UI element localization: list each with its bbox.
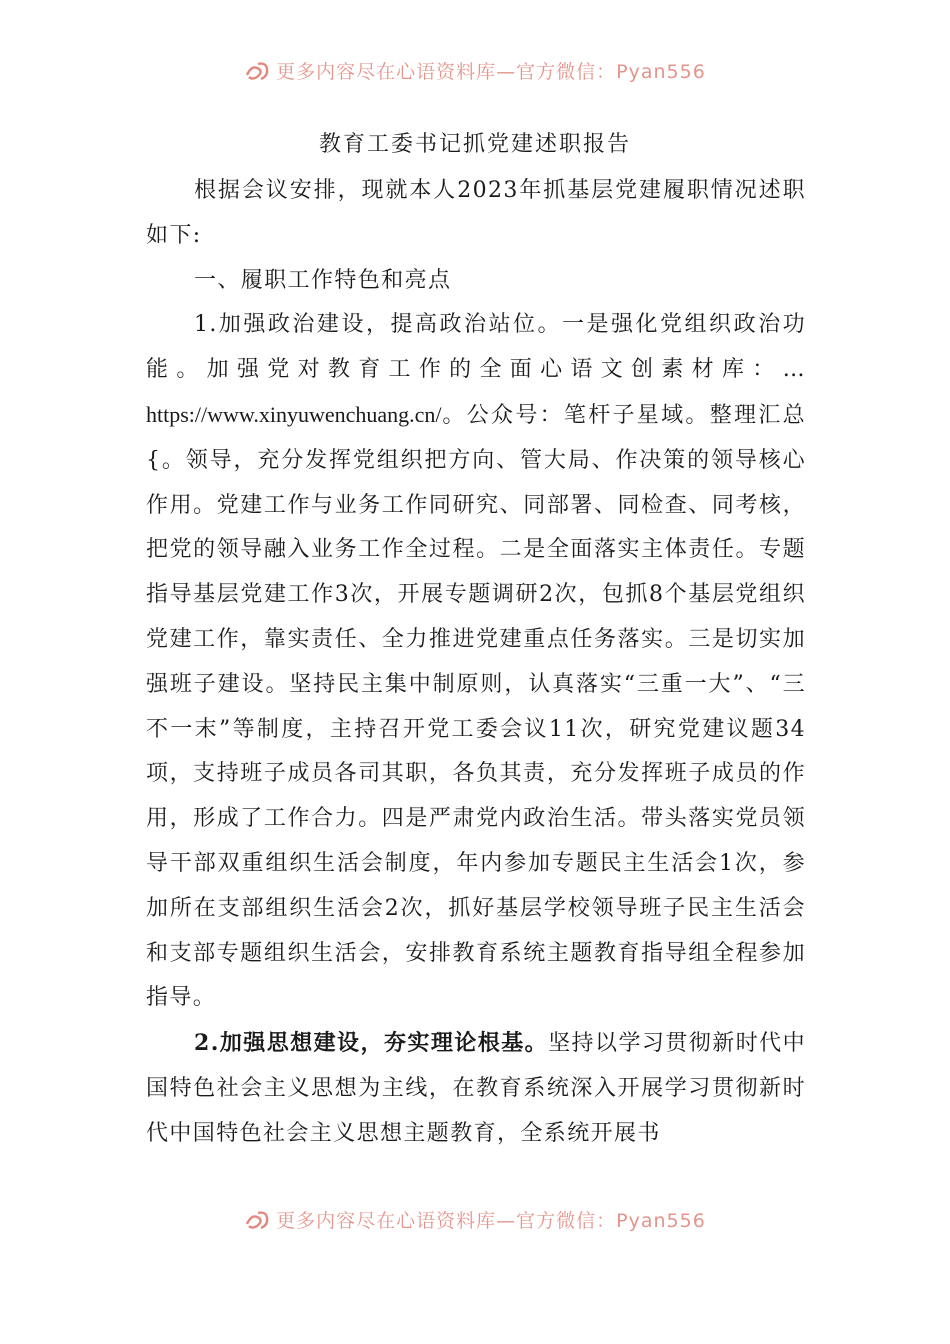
paragraph-text: 1.加强政治建设，提高政治站位。一是强化党组织政治功能。加强党对教育工作的全面心语文创素材库：…	[146, 312, 806, 383]
logo-icon	[244, 1209, 270, 1231]
intro-paragraph: 根据会议安排，现就本人2023年抓基层党建履职情况述职如下:	[146, 178, 806, 248]
logo-icon	[244, 60, 270, 82]
website-url: https://www.xinyuwenchuang.cn/	[146, 401, 442, 427]
section-heading: 一、履职工作特色和亮点	[194, 267, 452, 293]
paragraph-heading: 2.加强思想建设，夯实理论根基。	[194, 1030, 549, 1057]
watermark-text: 更多内容尽在心语资料库—官方微信：Pyan556	[276, 1210, 706, 1232]
document-title: 教育工委书记抓党建述职报告	[318, 132, 631, 157]
watermark-footer	[0, 1206, 950, 1236]
paragraph-ideological-construction	[146, 1021, 806, 1156]
document-body	[146, 169, 806, 1157]
paragraph-political-construction	[146, 303, 806, 1021]
watermark-text: 更多内容尽在心语资料库—官方微信：Pyan556	[276, 61, 706, 83]
paragraph-text: 。公众号：笔杆子星域。整理汇总{。领导，充分发挥党组织把方向、管大局、作决策的领导核心作用。党建工作与业务工作同研究、同部署、同检查、同考核，把党的领导融入业务工作全过程。二是全面落实主体责任。专题指导基层党建工作3次，开展专题调研2次，包抓8个基层党组织党建工作，靠实责任、全力推进党建重点任务落实。三是切实加强班子建设。坚持民主集中制原则，认真落实“三重一大”、“三不一末”等制度，主持召开党工委会议11次，研究党建议题34项，支持班子成员各司其职，各负其责，充分发挥班子成员的作用，形成了工作合力。四是严肃党内政治生活。带头落实党员领导干部双重组织生活会制度，年内参加专题民主生活会1次，参加所在支部组织生活会2次，抓好基层学校领导班子民主生活会和支部专题组织生活会，安排教育系统主题教育指导组全程参加指导。	[146, 402, 806, 1011]
watermark-header	[0, 57, 950, 87]
paragraph-text: 坚持以学习贯彻新时代中国特色社会主义思想为主线，在教育系统深入开展学习贯彻新时代中国特色社会主义思想主题教育，全系统开展书	[146, 1031, 806, 1146]
